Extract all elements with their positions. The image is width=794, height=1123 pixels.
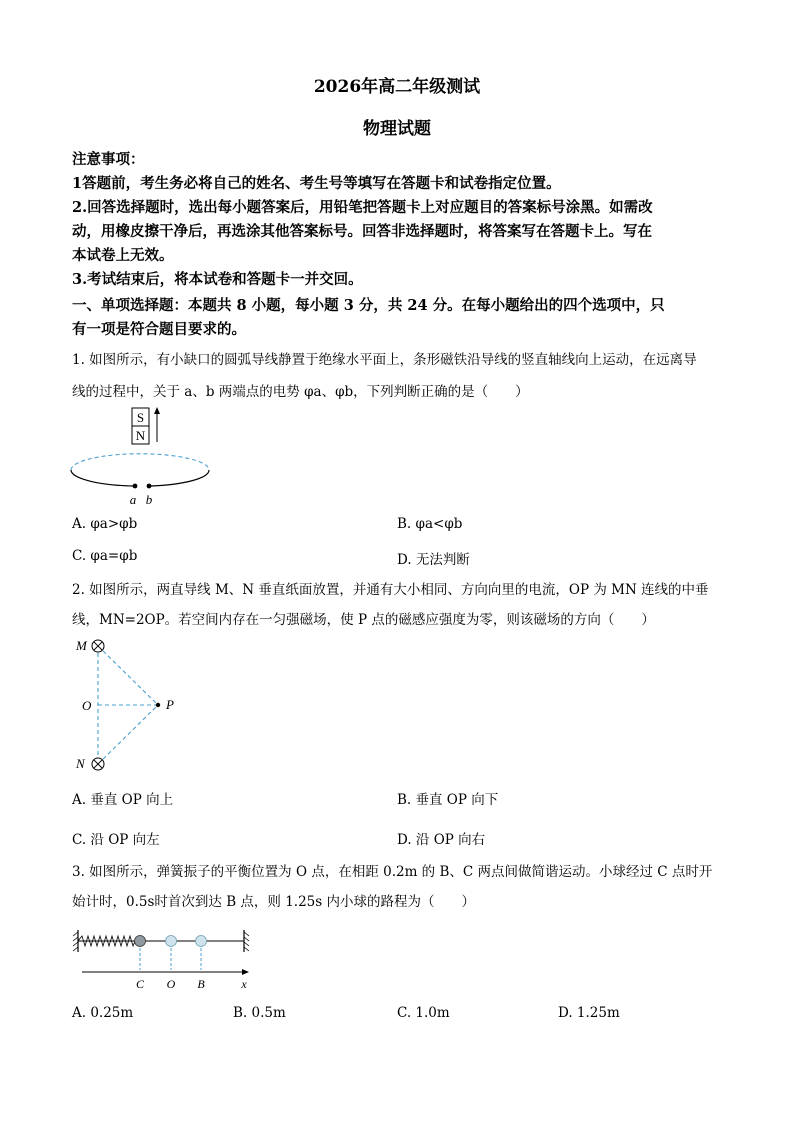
q3-option-b[interactable]: B. 0.5m bbox=[233, 1005, 286, 1021]
ball-at-c bbox=[135, 936, 146, 947]
x-axis-arrowhead-icon bbox=[242, 969, 249, 975]
point-b-dot bbox=[147, 484, 152, 489]
label-c: C bbox=[135, 977, 145, 991]
coil-front-arc-right bbox=[150, 470, 209, 486]
label-o: O bbox=[82, 698, 92, 713]
q3-option-a[interactable]: A. 0.25m bbox=[72, 1005, 134, 1021]
notes-item-2-line-3: 本试卷上无效。 bbox=[72, 247, 174, 264]
q3-option-c[interactable]: C. 1.0m bbox=[397, 1005, 450, 1021]
wire-m-into-page-icon bbox=[92, 640, 104, 652]
notes-item-3: 3.考试结束后，将本试卷和答题卡一并交回。 bbox=[72, 271, 363, 288]
magnet-s-label: S bbox=[136, 410, 145, 425]
exam-subtitle: 物理试题 bbox=[363, 119, 431, 139]
label-n: N bbox=[76, 756, 85, 771]
label-p: P bbox=[166, 697, 174, 712]
notes-item-2-line-1: 2.回答选择题时，选出每小题答案后，用铅笔把答题卡上对应题目的答案标号涂黑。如需改 bbox=[72, 199, 653, 216]
q3-option-d[interactable]: D. 1.25m bbox=[558, 1005, 620, 1021]
q1-stem-line-1: 1. 如图所示，有小缺口的圆弧导线静置于绝缘水平面上，条形磁铁沿导线的竖直轴线向上运动，在远离导 bbox=[72, 352, 697, 368]
q1-option-d[interactable]: D. 无法判断 bbox=[397, 552, 470, 568]
label-b: B bbox=[197, 977, 205, 991]
q3-figure bbox=[68, 922, 258, 994]
magnet-n-label: N bbox=[135, 428, 146, 443]
arrowhead-icon bbox=[154, 407, 160, 414]
label-m: M bbox=[76, 638, 87, 653]
q2-stem-line-2: 线，MN=2OP。若空间内存在一匀强磁场，使 P 点的磁感应强度为零，则该磁场的方向（ ） bbox=[72, 612, 655, 628]
q2-option-a[interactable]: A. 垂直 OP 向上 bbox=[72, 792, 174, 808]
notes-item-1: 1答题前，考生务必将自己的姓名、考生号等填写在答题卡和试卷指定位置。 bbox=[72, 175, 561, 192]
label-x: x bbox=[241, 977, 247, 991]
coil-back-arc bbox=[71, 454, 209, 470]
exam-title: 2026年高二年级测试 bbox=[313, 77, 481, 97]
q2-option-d[interactable]: D. 沿 OP 向右 bbox=[397, 832, 486, 848]
q1-option-c[interactable]: C. φa=φb bbox=[72, 548, 138, 564]
ball-at-o bbox=[166, 936, 177, 947]
section-1-line-2: 有一项是符合题目要求的。 bbox=[72, 321, 246, 338]
q3-stem-line-2: 始计时，0.5s时首次到达 B 点，则 1.25s 内小球的路程为（ ） bbox=[72, 894, 475, 910]
q2-stem-line-1: 2. 如图所示，两直导线 M、N 垂直纸面放置，并通有大小相同、方向向里的电流，OP 为 MN 连线的中垂 bbox=[72, 582, 709, 598]
point-a-label: a bbox=[129, 492, 137, 507]
section-1-line-1: 一、单项选择题：本题共 8 小题，每小题 3 分，共 24 分。在每小题给出的四个选项中，只 bbox=[72, 297, 665, 314]
np-line bbox=[98, 705, 158, 764]
notes-heading: 注意事项： bbox=[72, 151, 145, 168]
q2-figure bbox=[68, 630, 188, 780]
label-o: O bbox=[166, 977, 176, 991]
point-b-label: b bbox=[145, 492, 153, 507]
notes-item-2-line-2: 动，用橡皮擦干净后，再选涂其他答案标号。回答非选择题时，将答案写在答题卡上。写在 bbox=[72, 223, 652, 240]
q1-option-a[interactable]: A. φa>φb bbox=[72, 516, 138, 532]
q2-option-c[interactable]: C. 沿 OP 向左 bbox=[72, 832, 160, 848]
q1-option-b[interactable]: B. φa<φb bbox=[397, 516, 463, 532]
left-wall-hatch bbox=[73, 932, 78, 951]
coil-front-arc-left bbox=[71, 470, 134, 486]
ball-at-b bbox=[196, 936, 207, 947]
mp-line bbox=[98, 646, 158, 705]
right-wall-hatch bbox=[244, 932, 249, 951]
q1-stem-line-2: 线的过程中，关于 a、b 两端点的电势 φa、φb，下列判断正确的是（ ） bbox=[72, 384, 529, 400]
q3-stem-line-1: 3. 如图所示，弹簧振子的平衡位置为 O 点，在相距 0.2m 的 B、C 两点间做简谐运动。小球经过 C 点时开 bbox=[72, 864, 713, 880]
q2-option-b[interactable]: B. 垂直 OP 向下 bbox=[397, 792, 499, 808]
q1-figure bbox=[66, 402, 226, 512]
point-p-dot bbox=[156, 703, 160, 707]
wire-n-into-page-icon bbox=[92, 758, 104, 770]
point-a-dot bbox=[133, 484, 138, 489]
